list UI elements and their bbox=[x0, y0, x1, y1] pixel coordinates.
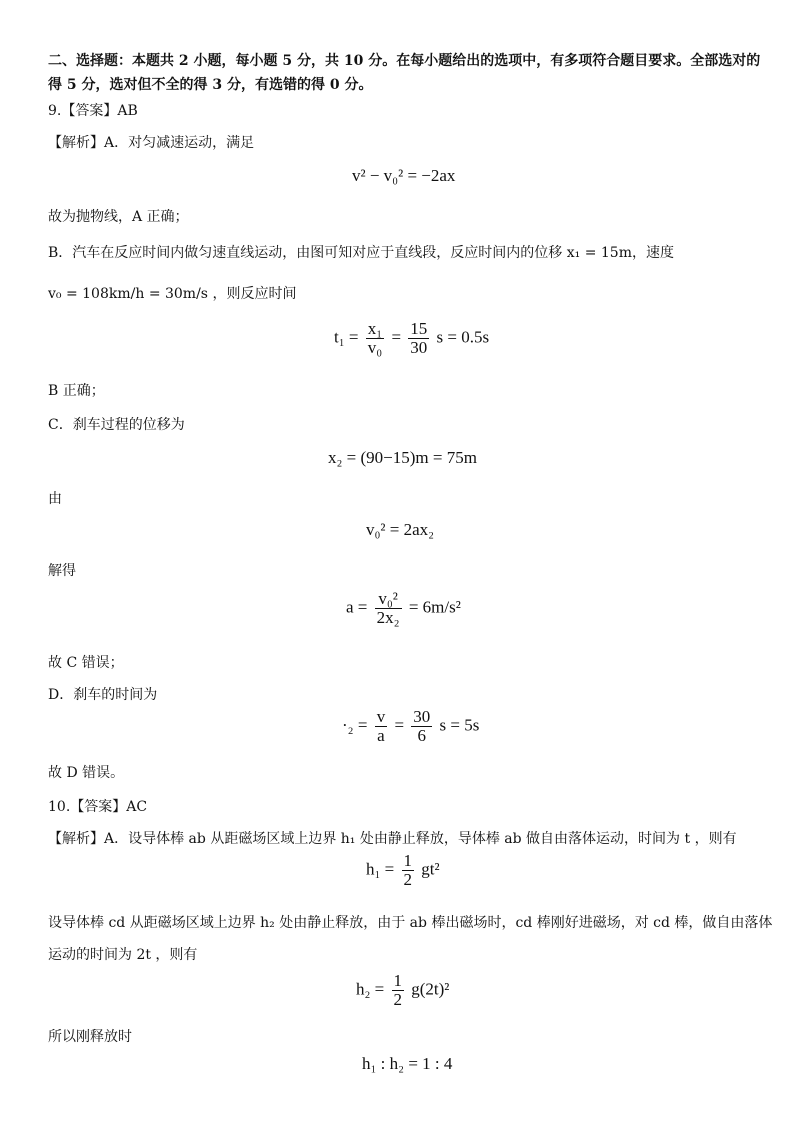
equation-1: v² − v₀² = −2ax bbox=[352, 166, 456, 185]
equation-4: v₀² = 2ax₂ bbox=[366, 520, 435, 539]
q9-option-c-text: C．刹车过程的位移为 bbox=[48, 417, 185, 433]
eq2-lhs: t₁ = bbox=[334, 327, 359, 347]
q10-text2: 设导体棒 cd 从距磁场区域上边界 h₂ 处由静止释放，由于 ab 棒出磁场时，cd 棒刚好进磁场，对 cd 棒，做自由落体 bbox=[48, 915, 773, 931]
eq2-rhs: s = 0.5s bbox=[436, 327, 490, 347]
eq2-den1: v₀ bbox=[367, 338, 383, 357]
eq5-fraction bbox=[375, 590, 402, 627]
q9-you: 由 bbox=[48, 491, 62, 507]
eq8-fraction bbox=[392, 972, 405, 1009]
q10-analysis-a: 【解析】A．设导体棒 ab 从距磁场区域上边界 h₁ 处由静止释放，导体棒 ab 做自由落体运动，时间为 t ，则有 bbox=[48, 831, 737, 847]
q9-option-d-text: D．刹车的时间为 bbox=[48, 687, 158, 703]
eq5-num: v₀² bbox=[378, 589, 398, 608]
eq2-num1: x₁ bbox=[367, 319, 383, 338]
q9-analysis-a: 【解析】A．对匀减速运动，满足 bbox=[48, 135, 255, 151]
q10-answer: 10.【答案】AC bbox=[48, 799, 148, 815]
section-header-line2: 得 5 分，选对但不全的得 3 分，有选错的得 0 分。 bbox=[48, 77, 373, 93]
eq7-den: 2 bbox=[403, 870, 413, 889]
q9-conclusion-d: 故 D 错误。 bbox=[48, 765, 125, 781]
eq5-den: 2x₂ bbox=[376, 608, 400, 627]
equation-5 bbox=[346, 590, 461, 627]
eq2-num2: 15 bbox=[410, 319, 428, 338]
eq6-fraction-2 bbox=[411, 708, 432, 745]
q10-text3: 运动的时间为 2t ，则有 bbox=[48, 947, 198, 963]
equation-9: h₁ : h₂ = 1 : 4 bbox=[362, 1054, 453, 1073]
eq2-fraction-1 bbox=[366, 320, 384, 357]
eq6-num1: v bbox=[376, 707, 386, 726]
eq8-den: 2 bbox=[393, 990, 403, 1009]
eq6-lhs: ·₂ = bbox=[342, 715, 368, 735]
eq7-num: 1 bbox=[403, 851, 413, 870]
eq6-rhs: s = 5s bbox=[439, 715, 480, 735]
q9-answer: 9.【答案】AB bbox=[48, 103, 138, 119]
eq2-fraction-2 bbox=[408, 320, 429, 357]
eq8-rhs: g(2t)² bbox=[411, 979, 450, 999]
eq6-den1: a bbox=[375, 726, 388, 745]
eq8-num: 1 bbox=[393, 971, 403, 990]
equation-6 bbox=[342, 708, 479, 745]
eq2-mid: = bbox=[391, 327, 402, 347]
eq5-rhs: = 6m/s² bbox=[408, 597, 461, 617]
q9-conclusion-a: 故为抛物线，A 正确； bbox=[48, 209, 189, 225]
eq7-rhs: gt² bbox=[421, 859, 440, 879]
q9-jiede: 解得 bbox=[48, 563, 76, 579]
eq6-den2: 6 bbox=[411, 726, 432, 745]
q10-text4: 所以刚释放时 bbox=[48, 1029, 132, 1045]
q9-option-b-text: B．汽车在反应时间内做匀速直线运动，由图可知对应于直线段，反应时间内的位移 x₁ = 15m，速度 bbox=[48, 245, 674, 261]
q9-option-b-text2: v₀ = 108km/h = 30m/s ，则反应时间 bbox=[48, 286, 297, 302]
eq6-mid: = bbox=[394, 715, 405, 735]
equation-2 bbox=[334, 320, 489, 357]
eq5-lhs: a = bbox=[346, 597, 368, 617]
eq6-fraction-1 bbox=[375, 708, 388, 745]
q9-conclusion-b: B 正确； bbox=[48, 383, 105, 399]
eq2-den2: 30 bbox=[410, 338, 428, 357]
eq7-fraction bbox=[402, 852, 415, 889]
eq6-num2: 30 bbox=[413, 707, 431, 726]
equation-3: x₂ = (90−15)m = 75m bbox=[328, 448, 477, 467]
eq8-lhs: h₂ = bbox=[356, 979, 385, 999]
eq7-lhs: h₁ = bbox=[366, 859, 395, 879]
q9-conclusion-c: 故 C 错误； bbox=[48, 655, 124, 671]
equation-7 bbox=[366, 852, 440, 889]
equation-8 bbox=[356, 972, 449, 1009]
section-header-line1: 二、选择题：本题共 2 小题，每小题 5 分，共 10 分。在每小题给出的选项中，有多项符合题目要求。全部选对的 bbox=[48, 53, 761, 69]
